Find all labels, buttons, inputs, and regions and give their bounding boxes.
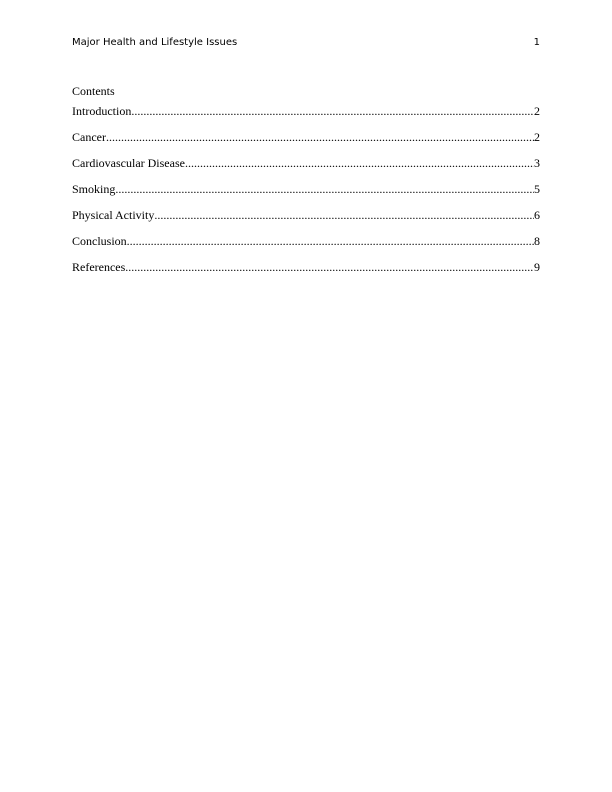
toc-entry-label: References [72, 260, 126, 274]
toc-dot-leader [125, 259, 534, 275]
toc-entry-label: Introduction [72, 104, 132, 118]
toc-entry-page: 2 [534, 104, 540, 118]
toc-dot-leader [154, 207, 534, 223]
toc-entry-label: Physical Activity [72, 208, 155, 222]
toc-entry-smoking[interactable] [72, 181, 540, 207]
running-header-title: Major Health and Lifestyle Issues [72, 37, 238, 48]
header-page-number: 1 [533, 37, 540, 48]
toc-entry-cancer[interactable] [72, 129, 540, 155]
toc-entry-conclusion[interactable] [72, 233, 540, 259]
toc-entry-introduction[interactable] [72, 103, 540, 129]
toc-entry-label: Smoking [72, 182, 116, 196]
toc-entry-page: 8 [534, 234, 540, 248]
contents-heading: Contents [72, 84, 115, 98]
toc-entry-cardiovascular-disease[interactable] [72, 155, 540, 181]
toc-entry-label: Cardiovascular Disease [72, 156, 185, 170]
toc-entry-page: 9 [534, 260, 540, 274]
table-of-contents [72, 83, 540, 285]
toc-dot-leader [127, 233, 534, 249]
toc-dot-leader [106, 129, 534, 145]
running-header [72, 35, 540, 51]
toc-entry-page: 2 [534, 130, 540, 144]
toc-list [72, 103, 540, 285]
toc-entry-page: 6 [534, 208, 540, 222]
toc-entry-label: Conclusion [72, 234, 127, 248]
toc-dot-leader [115, 181, 534, 197]
toc-entry-references[interactable] [72, 259, 540, 285]
toc-dot-leader [185, 155, 534, 171]
toc-entry-page: 5 [534, 182, 540, 196]
toc-entry-page: 3 [534, 156, 540, 170]
toc-entry-label: Cancer [72, 130, 106, 144]
toc-entry-physical-activity[interactable] [72, 207, 540, 233]
toc-dot-leader [131, 103, 534, 119]
